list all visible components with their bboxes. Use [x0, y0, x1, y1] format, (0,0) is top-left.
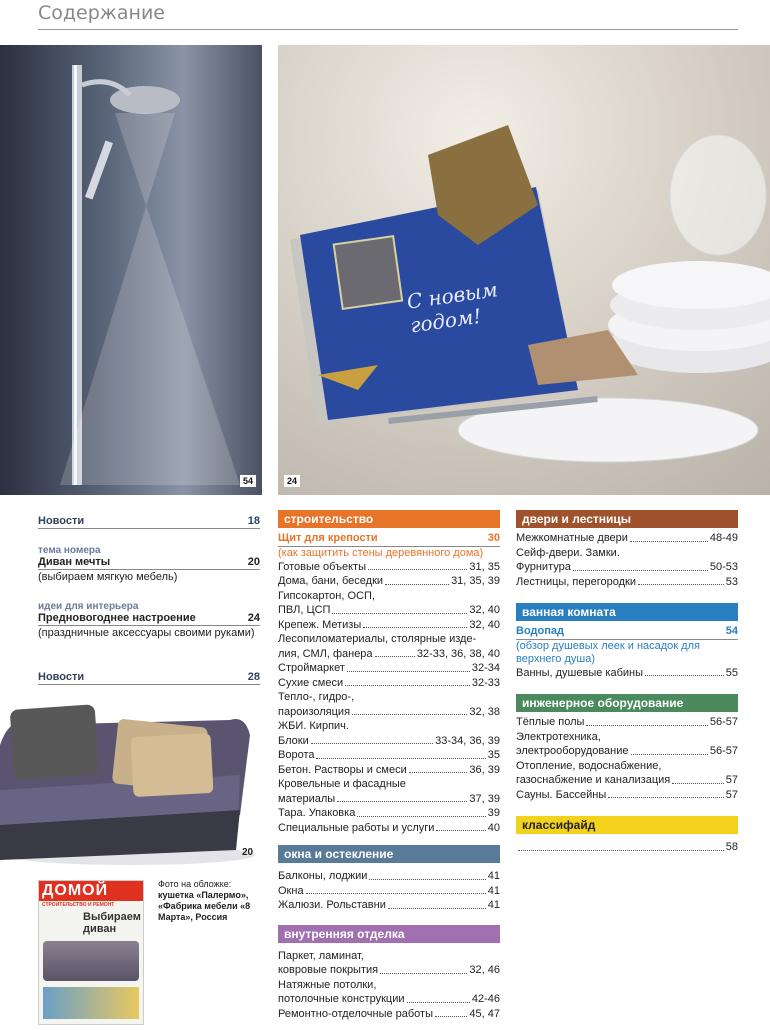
toc-entry-label: Ворота: [278, 749, 315, 761]
toc-entry-page: 32-33: [471, 676, 500, 689]
toc-entry[interactable]: [278, 705, 500, 720]
toc-entry-page: 32, 38: [469, 705, 500, 718]
toc-entry-page: 56-57: [709, 745, 738, 757]
toc-entry[interactable]: [516, 666, 738, 681]
toc-entry-label: Дома, бани, беседки: [278, 575, 384, 587]
toc-entry-page: 58: [725, 841, 738, 853]
toc-entry[interactable]: [278, 661, 500, 676]
dot-leader: [375, 647, 415, 658]
section-band-construction: строительство: [278, 510, 500, 528]
toc-link-ideas[interactable]: Предновогоднее настроение 24: [38, 612, 260, 624]
dot-leader: [631, 744, 708, 755]
toc-entry-page: 57: [725, 788, 738, 801]
toc-entry-page: 32, 40: [469, 604, 500, 616]
magazine-cover[interactable]: [38, 880, 144, 1025]
toc-entry-label: Балконы, лоджии: [278, 870, 368, 882]
sofa-photo: [0, 695, 262, 865]
toc-entry-label: Готовые объекты: [278, 560, 366, 573]
toc-entry[interactable]: [516, 744, 738, 759]
toc-entry-list: [278, 869, 500, 913]
toc-entry-page: 45, 47: [469, 1007, 500, 1020]
category-label: тема номера: [38, 545, 101, 556]
toc-entry-label: Строймаркет: [278, 662, 345, 674]
toc-entry-label: Тара. Упаковка: [278, 807, 356, 819]
dot-leader: [630, 531, 708, 542]
toc-link-news[interactable]: Новости 18: [38, 515, 260, 527]
toc-entry: [278, 719, 500, 734]
toc-entry[interactable]: [516, 560, 738, 575]
toc-highlight-desc: (обзор душевых леек и насадок для верхнего душа): [516, 639, 738, 666]
toc-entry: [278, 777, 500, 792]
toc-entry[interactable]: [278, 618, 500, 633]
toc-entry[interactable]: [278, 792, 500, 807]
toc-entry[interactable]: [516, 531, 738, 546]
theme-section: [38, 545, 260, 584]
section-band-doors: двери и лестницы: [516, 510, 738, 528]
toc-entry-list: [278, 949, 500, 1022]
toc-highlight-desc: (как защитить стены деревянного дома): [278, 546, 500, 560]
dot-leader: [407, 992, 470, 1003]
shower-illustration: [0, 45, 262, 495]
shower-photo: [0, 45, 262, 495]
toc-entry-page: 53: [725, 575, 738, 588]
toc-column-3: [516, 510, 738, 855]
toc-entry-label: Крепеж. Метизы: [278, 618, 362, 631]
toc-entry-page: 55: [725, 666, 738, 679]
toc-entry[interactable]: [278, 898, 500, 913]
toc-entry-label: Сауны. Бассейны: [516, 788, 607, 801]
toc-entry[interactable]: [516, 788, 738, 803]
toc-entry[interactable]: [278, 647, 500, 662]
toc-entry-page: 37, 39: [469, 792, 500, 805]
toc-entry-label: Отопление, водоснабжение,: [516, 759, 662, 772]
toc-highlight-link[interactable]: Щит для крепости 30: [278, 532, 500, 544]
toc-entry-label: ковровые покрытия: [278, 964, 379, 976]
dot-leader: [385, 574, 449, 585]
dot-leader: [363, 618, 467, 629]
toc-entry-label: Натяжные потолки,: [278, 978, 377, 991]
toc-entry[interactable]: [278, 748, 500, 763]
section-band-bathroom: ванная комната: [516, 603, 738, 621]
toc-entry-label: Ремонтно-отделочные работы: [278, 1007, 433, 1020]
toc-entry-label: Тепло-, гидро-,: [278, 691, 355, 703]
toc-entry-page: 41: [487, 884, 500, 897]
dot-leader: [638, 575, 724, 586]
page-number-badge: 24: [284, 475, 300, 487]
toc-entry: [278, 949, 500, 964]
toc-entry[interactable]: [516, 715, 738, 730]
dot-leader: [586, 715, 707, 726]
toc-entry[interactable]: [278, 574, 500, 589]
dot-leader: [306, 884, 486, 895]
toc-entry[interactable]: [278, 869, 500, 884]
toc-entry[interactable]: [278, 821, 500, 836]
page-title: Содержание: [38, 2, 165, 24]
toc-entry[interactable]: [278, 884, 500, 899]
toc-entry-label: ЖБИ. Кирпич.: [278, 720, 349, 732]
cover-headline: Выбираем диван: [83, 911, 141, 935]
toc-entry-label: электрооборудование: [516, 745, 629, 757]
header-divider: [38, 29, 738, 30]
toc-entry-label: пароизоляция: [278, 705, 351, 718]
table-photo: [278, 45, 770, 495]
toc-entry[interactable]: [278, 992, 500, 1007]
dot-leader: [388, 898, 486, 909]
dot-leader: [347, 661, 470, 672]
dot-leader: [608, 788, 724, 799]
toc-desc: (праздничные аксессуары своими руками): [38, 627, 255, 639]
dot-leader: [409, 763, 468, 774]
toc-entry-page: 32, 46: [469, 964, 500, 976]
toc-entry: [278, 978, 500, 993]
cover-sofa-image: [43, 941, 139, 981]
greeting-card-text: С новым годом!: [405, 277, 500, 338]
dot-leader: [332, 603, 467, 614]
dot-leader: [645, 666, 724, 677]
cover-subtitle: СТРОИТЕЛЬСТВО И РЕМОНТ: [42, 902, 115, 908]
category-label: идеи для интерьера: [38, 601, 139, 612]
toc-entry-label: Сухие смеси: [278, 676, 344, 689]
toc-entry: [516, 759, 738, 774]
toc-entry[interactable]: [516, 575, 738, 590]
toc-entry-label: Лесопиломатериалы, столярные изде-: [278, 633, 477, 645]
ideas-section: [38, 601, 260, 640]
toc-entry-page: 32, 40: [469, 618, 500, 631]
dot-leader: [337, 792, 467, 803]
news-section-1: [38, 515, 260, 529]
toc-entry: [278, 690, 500, 705]
toc-entry[interactable]: [278, 676, 500, 691]
dot-leader: [369, 869, 485, 880]
toc-entry-page: 48-49: [709, 532, 738, 544]
toc-entry-label: Сейф-двери. Замки.: [516, 546, 620, 559]
dot-leader: [436, 821, 485, 832]
dot-leader: [357, 806, 485, 817]
section-band-interior: внутренняя отделка: [278, 925, 500, 943]
toc-entry-list: [516, 840, 738, 855]
toc-entry[interactable]: [278, 560, 500, 575]
toc-entry: [516, 546, 738, 561]
toc-entry-label: Блоки: [278, 734, 309, 747]
toc-entry-page: 39: [487, 807, 500, 819]
toc-entry-list: [516, 531, 738, 589]
toc-entry-label: Кровельные и фасадные: [278, 778, 406, 790]
toc-entry[interactable]: [278, 763, 500, 778]
toc-entry: [278, 632, 500, 647]
toc-entry[interactable]: [278, 734, 500, 749]
toc-entry-label: Электротехника,: [516, 730, 601, 743]
table-illustration: [278, 45, 770, 495]
toc-entry[interactable]: [516, 840, 738, 855]
dot-leader: [573, 560, 708, 571]
toc-desc: (выбираем мягкую мебель): [38, 571, 178, 583]
toc-entry-page: 31, 35: [469, 560, 500, 573]
toc-highlight-link[interactable]: Водопад 54: [516, 625, 738, 637]
page-number-label: 20: [242, 847, 254, 858]
toc-entry-label: Тёплые полы: [516, 716, 585, 728]
toc-entry-list: [516, 715, 738, 802]
toc-entry-page: 41: [487, 899, 500, 911]
toc-entry-page: 41: [487, 870, 500, 882]
toc-entry-page: 50-53: [709, 561, 738, 573]
cover-bottom-strip: [43, 987, 139, 1019]
toc-entry-label: лия, СМЛ, фанера: [278, 647, 373, 660]
page-number-badge: 54: [240, 475, 256, 487]
cover-logo: ДОМОЙ: [39, 881, 143, 901]
toc-entry-list: [516, 666, 738, 681]
toc-entry-label: Ванны, душевые кабины: [516, 666, 644, 679]
toc-link-news[interactable]: Новости 28: [38, 671, 260, 683]
section-band-engineering: инженерное оборудование: [516, 694, 738, 712]
toc-entry[interactable]: [278, 603, 500, 618]
toc-entry-label: Гипсокартон, ОСП,: [278, 589, 375, 602]
toc-entry: [516, 730, 738, 745]
dot-leader: [352, 705, 467, 716]
toc-entry-label: Бетон. Растворы и смеси: [278, 763, 407, 776]
toc-entry-label: материалы: [278, 792, 336, 805]
toc-entry-label: Окна: [278, 884, 304, 897]
toc-entry-label: Паркет, ламинат,: [278, 949, 364, 962]
toc-entry-label: Жалюзи. Рольставни: [278, 899, 386, 911]
dot-leader: [435, 1007, 467, 1018]
toc-entry-label: Лестницы, перегородки: [516, 575, 636, 588]
toc-entry-list: [278, 560, 500, 836]
dot-leader: [672, 773, 724, 784]
toc-entry[interactable]: [278, 963, 500, 978]
dot-leader: [368, 560, 467, 571]
toc-entry-page: 40: [487, 821, 500, 834]
toc-entry[interactable]: [278, 806, 500, 821]
toc-entry[interactable]: [278, 1007, 500, 1022]
toc-link-theme[interactable]: Диван мечты 20: [38, 556, 260, 568]
toc-entry-label: Фурнитура: [516, 561, 571, 573]
dot-leader: [345, 676, 470, 687]
toc-entry-page: 31, 35, 39: [451, 575, 500, 587]
toc-entry-label: газоснабжение и канализация: [516, 774, 671, 786]
toc-entry-label: Межкомнатные двери: [516, 532, 628, 544]
toc-column-2: [278, 510, 500, 1021]
toc-entry-label: ПВЛ, ЦСП: [278, 604, 331, 616]
toc-entry-page: 57: [725, 774, 738, 786]
toc-entry[interactable]: [516, 773, 738, 788]
toc-entry-page: 56-57: [709, 716, 738, 728]
toc-entry: [278, 589, 500, 604]
toc-entry-page: 32-33, 36, 38, 40: [416, 647, 500, 660]
toc-entry-page: 42-46: [471, 993, 500, 1005]
dot-leader: [311, 734, 433, 745]
sofa-illustration: [0, 695, 262, 865]
toc-entry-page: 32-34: [471, 662, 500, 674]
cover-caption: Фото на обложке: кушетка «Палермо», «Фабрика мебели «8 Марта», Россия: [158, 879, 251, 922]
toc-entry-label: потолочные конструкции: [278, 993, 405, 1005]
toc-entry-label: Специальные работы и услуги: [278, 821, 435, 834]
section-band-windows: окна и остекление: [278, 845, 500, 863]
dot-leader: [380, 963, 467, 974]
toc-entry-page: 36, 39: [469, 763, 500, 776]
dot-leader: [316, 748, 485, 759]
toc-entry-page: 33-34, 36, 39: [435, 734, 500, 747]
section-band-classified: классифайд: [516, 816, 738, 834]
dot-leader: [518, 840, 724, 851]
news-section-2: [38, 671, 260, 685]
toc-entry-page: 35: [487, 749, 500, 761]
